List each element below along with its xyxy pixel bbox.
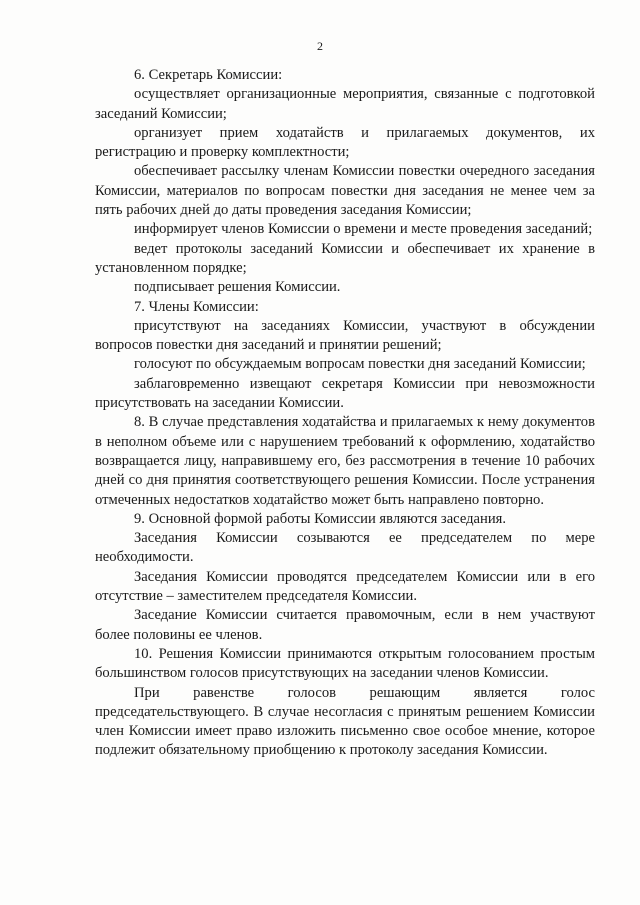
paragraph-10-tie-vote: При равенстве голосов решающим является голос председательствующего. В случае несогласия с принятым решением Комиссии член Комиссии имеет право изложить письменно свое особое мнение, которое подлежит обязательному приобщению к протоколу заседания Комиссии.: [95, 684, 595, 759]
paragraph-7-duty-notify: заблаговременно извещают секретаря Комиссии при невозможности присутствовать на заседании Комиссии.: [95, 375, 595, 412]
paragraph-6-duty-distribution: обеспечивает рассылку членам Комиссии повестки очередного заседания Комиссии, материалов по вопросам повестки дня заседания не менее чем за пять рабочих дней до даты проведения заседания Комиссии;: [95, 163, 595, 219]
paragraph-6-duty-minutes: ведет протоколы заседаний Комиссии и обеспечивает их хранение в установленном порядке;: [95, 240, 595, 276]
document-body: [95, 66, 595, 761]
paragraph-6-duty-notification: информирует членов Комиссии о времени и месте проведения заседаний;: [134, 221, 593, 238]
paragraph-7-duty-attend: присутствуют на заседаниях Комиссии, участвуют в обсуждении вопросов повестки дня заседаний и принятии решений;: [95, 317, 595, 354]
paragraph-9-convening: Заседания Комиссии созываются ее председателем по мере необходимости.: [95, 530, 595, 566]
paragraph-7-heading: 7. Члены Комиссии:: [134, 298, 259, 315]
paragraph-6-duty-signing: подписывает решения Комиссии.: [134, 279, 341, 296]
paragraph-6-heading: 6. Секретарь Комиссии:: [134, 67, 283, 83]
paragraph-7-duty-vote: голосуют по обсуждаемым вопросам повестки дня заседаний Комиссии;: [134, 356, 586, 373]
paragraph-10: 10. Решения Комиссии принимаются открытым голосованием простым большинством голосов присутствующих на заседании членов Комиссии.: [95, 645, 595, 682]
paragraph-9-quorum: Заседание Комиссии считается правомочным, если в нем участвуют более половины ее членов.: [95, 607, 595, 643]
paragraph-6-duty-reception: организует прием ходатайств и прилагаемых документов, их регистрацию и проверку комплектности;: [95, 124, 595, 161]
paragraph-9: 9. Основной формой работы Комиссии являются заседания.: [134, 510, 506, 527]
paragraph-6-duty-organization: осуществляет организационные мероприятия, связанные с подготовкой заседаний Комиссии;: [95, 86, 595, 122]
page-number: 2: [317, 39, 323, 53]
paragraph-9-chairing: Заседания Комиссии проводятся председателем Комиссии или в его отсутствие – заместителем председателя Комиссии.: [95, 568, 595, 605]
paragraph-8: 8. В случае представления ходатайства и прилагаемых к нему документов в неполном объеме или с нарушением требований к оформлению, ходатайство возвращается лицу, направившему его, без рассмотрения в течение 10 рабочих дней со дня принятия соответствующего решения Комиссии. После устранения отмеченных недостатков ходатайство может быть направлено повторно.: [95, 414, 595, 508]
